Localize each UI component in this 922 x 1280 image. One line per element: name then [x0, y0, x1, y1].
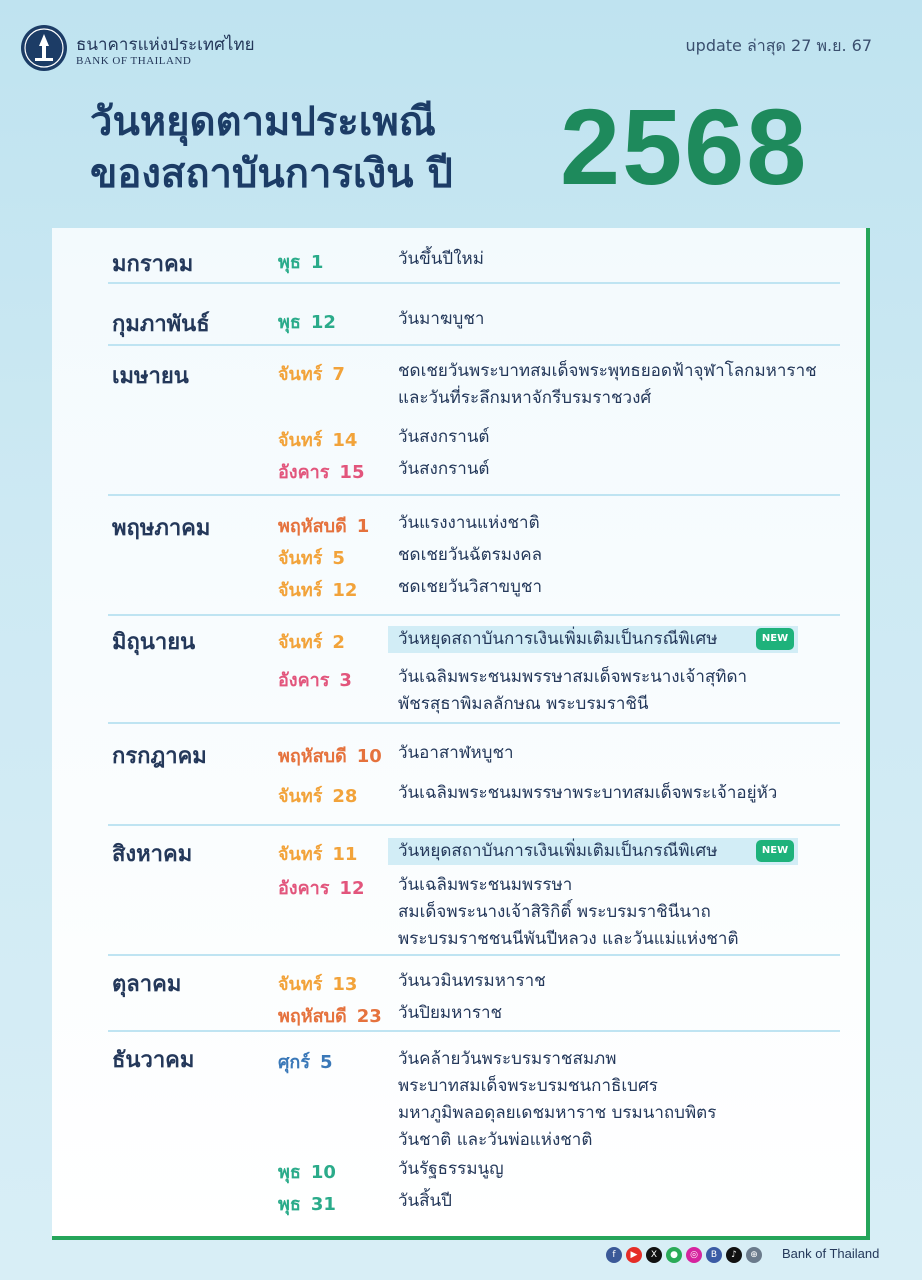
weekday-label: อังคาร [278, 878, 330, 899]
description-line: วันสงกรานต์ [398, 459, 490, 479]
holiday-description [398, 626, 798, 653]
day-number: 10 [310, 1162, 336, 1183]
month-name: ตุลาคม [112, 972, 182, 997]
description-line: วันเฉลิมพระชนมพรรษา [398, 875, 573, 895]
holiday-description [398, 664, 747, 718]
weekday-label: อังคาร [278, 462, 330, 483]
day-number: 31 [310, 1194, 336, 1215]
day-number: 12 [332, 580, 358, 601]
holiday-day [278, 741, 382, 770]
description-line: พัชรสุธาพิมลลักษณ พระบรมราชินี [398, 694, 649, 714]
holiday-day [278, 247, 323, 276]
weekday-label: จันทร์ [278, 844, 323, 865]
day-number: 1 [356, 516, 370, 537]
holiday-description [398, 306, 484, 333]
holiday-day [278, 1157, 336, 1186]
holiday-day [278, 839, 357, 868]
weekday-label: จันทร์ [278, 548, 323, 569]
day-number: 12 [339, 878, 365, 899]
holiday-day [278, 307, 336, 336]
facebook-icon[interactable]: f [606, 1247, 622, 1263]
holiday-day [278, 969, 357, 998]
footer-label: Bank of Thailand [782, 1246, 880, 1261]
holiday-day [278, 1001, 382, 1030]
day-number: 12 [310, 312, 336, 333]
web-icon[interactable]: ⊕ [746, 1247, 762, 1263]
day-number: 15 [339, 462, 365, 483]
month-separator [108, 494, 840, 496]
holiday-description [398, 1000, 502, 1027]
holiday-description [398, 1156, 504, 1183]
description-line: วันปิยมหาราช [398, 1003, 503, 1023]
holiday-day [278, 543, 345, 572]
holiday-day [278, 425, 357, 454]
brand-thai-name: ธนาคารแห่งประเทศไทย [76, 35, 255, 55]
holiday-day [278, 511, 369, 540]
holiday-day [278, 359, 345, 388]
holiday-description [398, 1188, 452, 1215]
new-badge: NEW [756, 840, 794, 862]
holiday-day [278, 575, 357, 604]
description-line: วันสิ้นปี [398, 1191, 452, 1211]
weekday-label: พุธ [278, 1194, 301, 1215]
weekday-label: ศุกร์ [278, 1052, 310, 1073]
holiday-table [52, 228, 870, 1240]
month-separator [108, 614, 840, 616]
weekday-label: พฤหัสบดี [278, 746, 347, 767]
x-icon[interactable]: X [646, 1247, 662, 1263]
month-separator [108, 282, 840, 284]
description-line: พระบรมราชชนนีพันปีหลวง และวันแม่แห่งชาติ [398, 929, 739, 949]
holiday-description [398, 968, 546, 995]
holiday-description [398, 872, 739, 953]
holiday-description [398, 740, 514, 767]
holiday-day [278, 627, 345, 656]
description-line: วันรัฐธรรมนูญ [398, 1159, 504, 1179]
description-line: วันเฉลิมพระชนมพรรษาสมเด็จพระนางเจ้าสุทิดา [398, 667, 748, 687]
holiday-description [398, 1046, 716, 1154]
month-separator [108, 1030, 840, 1032]
title-line-2: ของสถาบันการเงิน ปี [90, 151, 453, 197]
weekday-label: พฤหัสบดี [278, 516, 347, 537]
weekday-label: พุธ [278, 252, 301, 273]
weekday-label: พุธ [278, 1162, 301, 1183]
title-line-1: วันหยุดตามประเพณี [90, 99, 436, 145]
month-name: กรกฎาคม [112, 744, 207, 769]
header [20, 24, 892, 74]
instagram-icon[interactable]: ◎ [686, 1247, 702, 1263]
tiktok-icon[interactable]: ♪ [726, 1247, 742, 1263]
weekday-label: จันทร์ [278, 580, 323, 601]
weekday-label: พฤหัสบดี [278, 1006, 347, 1027]
month-name: พฤษภาคม [112, 516, 211, 541]
month-name: กุมภาพันธ์ [112, 312, 210, 337]
month-name: มิถุนายน [112, 630, 196, 655]
weekday-label: อังคาร [278, 670, 330, 691]
brand-english-name: BANK OF THAILAND [76, 55, 192, 67]
day-number: 2 [332, 632, 345, 653]
description-line: สมเด็จพระนางเจ้าสิริกิติ์ พระบรมราชินีนาถ [398, 902, 711, 922]
month-name: มกราคม [112, 252, 194, 277]
social-footer [606, 1244, 896, 1268]
month-separator [108, 954, 840, 956]
month-separator [108, 722, 840, 724]
day-number: 1 [310, 252, 324, 273]
description-line: วันหยุดสถาบันการเงินเพิ่มเติมเป็นกรณีพิเศษ [388, 838, 798, 865]
day-number: 28 [332, 786, 358, 807]
title-year: 2568 [560, 86, 809, 207]
day-number: 23 [356, 1006, 382, 1027]
holiday-description [398, 838, 798, 865]
bank-of-thailand-logo [20, 24, 68, 72]
holiday-description [398, 780, 777, 807]
description-line: ชดเชยวันวิสาขบูชา [398, 577, 543, 597]
day-number: 10 [356, 746, 382, 767]
holiday-day [278, 781, 357, 810]
description-line: วันคล้ายวันพระบรมราชสมภพ [398, 1049, 617, 1069]
holiday-description [398, 246, 484, 273]
blockdit-icon[interactable]: B [706, 1247, 722, 1263]
description-line: วันมาฆบูชา [398, 309, 485, 329]
youtube-icon[interactable]: ▶ [626, 1247, 642, 1263]
weekday-label: จันทร์ [278, 786, 323, 807]
description-line: วันขึ้นปีใหม่ [398, 249, 484, 269]
month-separator [108, 824, 840, 826]
description-line: วันเฉลิมพระชนมพรรษาพระบาทสมเด็จพระเจ้าอยู่หัว [398, 783, 778, 803]
description-line: วันนวมินทรมหาราช [398, 971, 546, 991]
weekday-label: พุธ [278, 312, 301, 333]
month-name: สิงหาคม [112, 842, 193, 867]
day-number: 3 [339, 670, 352, 691]
holiday-day [278, 1047, 333, 1076]
month-separator [108, 344, 840, 346]
description-line: วันหยุดสถาบันการเงินเพิ่มเติมเป็นกรณีพิเศษ [388, 626, 798, 653]
day-number: 14 [332, 430, 358, 451]
weekday-label: จันทร์ [278, 632, 323, 653]
holiday-description [398, 358, 817, 412]
holiday-day [278, 873, 364, 902]
description-line: วันชาติ และวันพ่อแห่งชาติ [398, 1130, 593, 1150]
line-icon[interactable]: ● [666, 1247, 682, 1263]
update-date: update ล่าสุด 27 พ.ย. 67 [685, 36, 872, 55]
description-line: และวันที่ระลึกมหาจักรีบรมราชวงศ์ [398, 388, 652, 408]
holiday-description [398, 456, 489, 483]
weekday-label: จันทร์ [278, 430, 323, 451]
day-number: 5 [320, 1052, 333, 1073]
month-name: ธันวาคม [112, 1048, 195, 1073]
holiday-description [398, 424, 489, 451]
description-line: วันแรงงานแห่งชาติ [398, 513, 540, 533]
day-number: 11 [332, 844, 358, 865]
page-title [90, 96, 560, 200]
description-line: วันสงกรานต์ [398, 427, 490, 447]
description-line: ชดเชยวันฉัตรมงคล [398, 545, 543, 565]
day-number: 13 [332, 974, 358, 995]
description-line: วันอาสาฬหบูชา [398, 743, 514, 763]
holiday-day [278, 665, 352, 694]
new-badge: NEW [756, 628, 794, 650]
holiday-description [398, 542, 542, 569]
day-number: 5 [332, 548, 345, 569]
holiday-description [398, 510, 540, 537]
description-line: มหาภูมิพลอดุลยเดชมหาราช บรมนาถบพิตร [398, 1103, 717, 1123]
day-number: 7 [332, 364, 345, 385]
holiday-day [278, 1189, 336, 1218]
month-name: เมษายน [112, 364, 189, 389]
holiday-day [278, 457, 364, 486]
holiday-description [398, 574, 542, 601]
description-line: ชดเชยวันพระบาทสมเด็จพระพุทธยอดฟ้าจุฬาโลกมหาราช [398, 361, 817, 381]
description-line: พระบาทสมเด็จพระบรมชนกาธิเบศร [398, 1076, 658, 1096]
weekday-label: จันทร์ [278, 364, 323, 385]
weekday-label: จันทร์ [278, 974, 323, 995]
